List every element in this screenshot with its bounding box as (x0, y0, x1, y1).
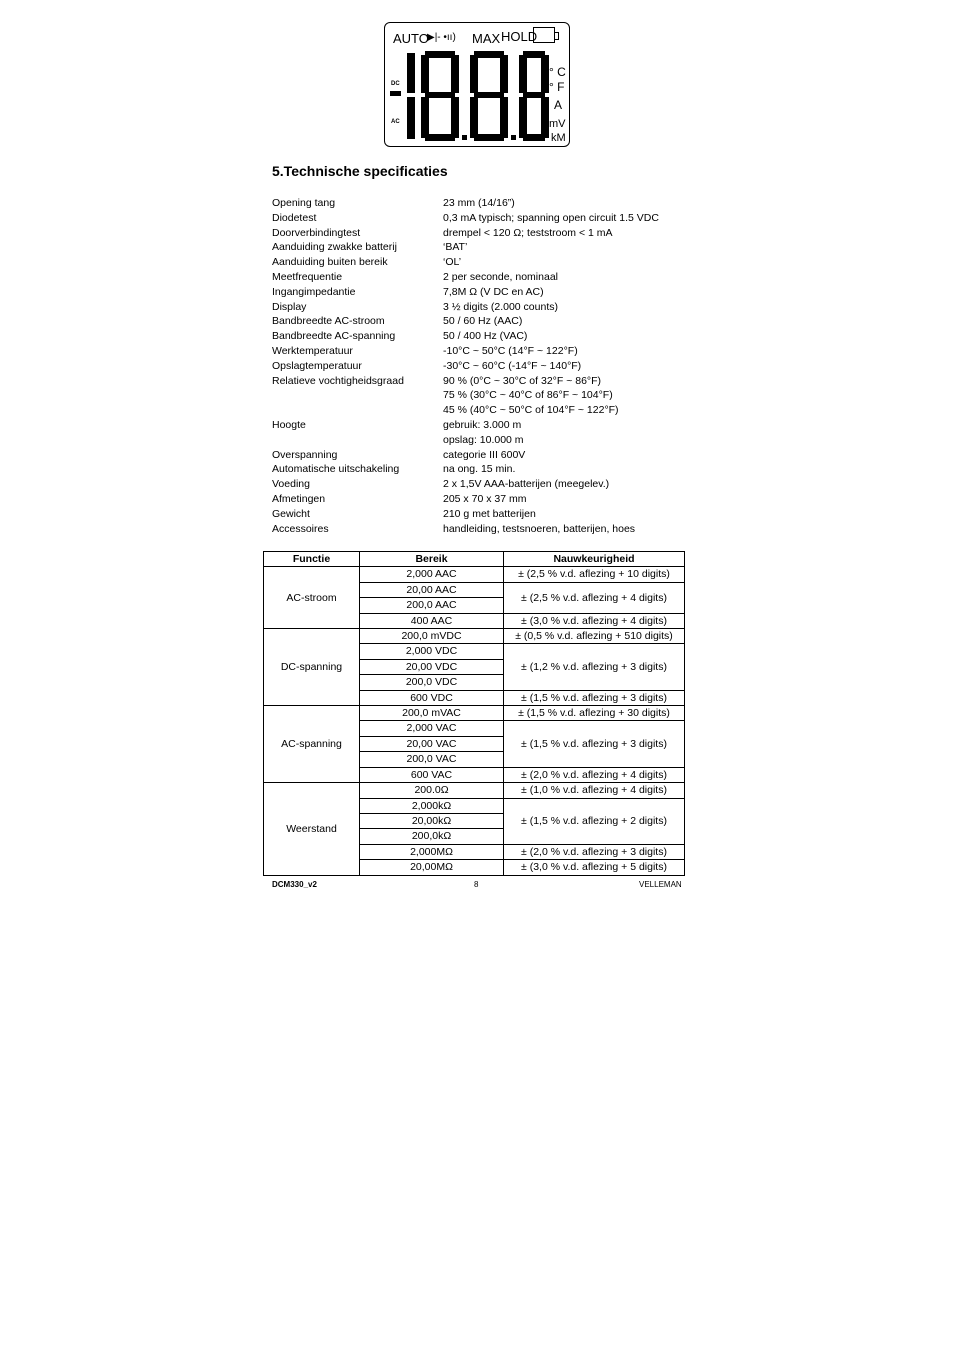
spec-row (272, 255, 659, 270)
accuracy-cell: ± (1,5 % v.d. aflezing + 3 digits) (504, 690, 685, 705)
spec-row (272, 522, 659, 537)
spec-value: 210 g met batterijen (443, 507, 536, 520)
spec-label (272, 403, 443, 418)
spec-row (272, 270, 659, 285)
spec-value: 205 x 70 x 37 mm (443, 492, 527, 505)
spec-value: na ong. 15 min. (443, 463, 516, 476)
spec-label: Aanduiding zwakke batterij (272, 241, 397, 254)
range-cell: 20,00kΩ (360, 813, 504, 828)
spec-row (272, 374, 659, 389)
range-cell: 20,00 AAC (360, 582, 504, 597)
spec-label: Werktemperatuur (272, 344, 353, 357)
spec-label: Diodetest (272, 211, 317, 224)
range-cell: 20,00MΩ (360, 860, 504, 875)
spec-value: 75 % (30°C ~ 40°C of 86°F ~ 104°F) (443, 389, 613, 402)
unit-ampere: A (554, 98, 563, 112)
spec-row (272, 285, 659, 300)
spec-value: 7,8M Ω (V DC en AC) (443, 285, 544, 298)
range-cell: 2,000 VDC (360, 644, 504, 659)
spec-value: 50 / 400 Hz (VAC) (443, 330, 528, 343)
range-cell: 400 AAC (360, 613, 504, 628)
function-cell: AC-stroom (264, 567, 360, 629)
spec-row (272, 359, 659, 374)
range-cell: 200,0kΩ (360, 829, 504, 844)
range-cell: 200,0 VDC (360, 675, 504, 690)
accuracy-table (263, 551, 685, 876)
spec-row (272, 344, 659, 359)
spec-value: categorie III 600V (443, 448, 526, 461)
accuracy-cell: ± (1,0 % v.d. aflezing + 4 digits) (504, 783, 685, 798)
spec-label: Gewicht (272, 507, 310, 520)
spec-row (272, 507, 659, 522)
spec-row (272, 329, 659, 344)
spec-value: 23 mm (14/16”) (443, 197, 515, 209)
lcd-max-label: MAX (472, 31, 501, 46)
accuracy-cell: ± (2,5 % v.d. aflezing + 10 digits) (504, 567, 685, 582)
spec-value: gebruik: 3.000 m (443, 418, 522, 431)
spec-row (272, 477, 659, 492)
unit-millivolt: mV (549, 118, 566, 130)
lcd-auto-label: AUTO (393, 31, 429, 46)
spec-label: Bandbreedte AC-stroom (272, 315, 385, 328)
accuracy-cell: ± (0,5 % v.d. aflezing + 510 digits) (504, 629, 685, 644)
spec-label: Ingangimpedantie (272, 285, 356, 298)
spec-row (272, 314, 659, 329)
spec-label: Aanduiding buiten bereik (272, 256, 388, 269)
spec-list (272, 196, 659, 536)
section-title: 5.Technische specificaties (272, 163, 448, 179)
spec-label (272, 388, 443, 403)
accuracy-cell: ± (2,0 % v.d. aflezing + 4 digits) (504, 767, 685, 782)
lcd-display-illustration (384, 22, 570, 147)
spec-value: 2 x 1,5V AAA-batterijen (meegelev.) (443, 478, 610, 491)
spec-row (272, 448, 659, 463)
range-cell: 200,0 mVDC (360, 629, 504, 644)
accuracy-cell: ± (1,5 % v.d. aflezing + 3 digits) (504, 721, 685, 767)
spec-value: ‘OL’ (443, 256, 462, 269)
accuracy-cell: ± (1,5 % v.d. aflezing + 2 digits) (504, 798, 685, 844)
spec-value: 45 % (40°C ~ 50°C of 104°F ~ 122°F) (443, 404, 619, 417)
accuracy-cell: ± (2,0 % v.d. aflezing + 3 digits) (504, 844, 685, 859)
spec-label (272, 433, 443, 448)
footer-page-number: 8 (474, 880, 479, 889)
spec-label: Hoogte (272, 418, 306, 431)
table-row (264, 706, 685, 721)
spec-value: 50 / 60 Hz (AAC) (443, 315, 523, 328)
spec-row (272, 418, 659, 433)
header-accuracy: Nauwkeurigheid (504, 552, 685, 567)
spec-row (272, 388, 659, 403)
header-function: Functie (264, 552, 360, 567)
spec-value: 3 ½ digits (2.000 counts) (443, 300, 558, 313)
spec-label: Opslagtemperatuur (272, 359, 362, 372)
spec-value: -10°C ~ 50°C (14°F ~ 122°F) (443, 344, 578, 357)
spec-value: -30°C ~ 60°C (-14°F ~ 140°F) (443, 359, 582, 372)
spec-row (272, 462, 659, 477)
spec-row (272, 196, 659, 211)
header-range: Bereik (360, 552, 504, 567)
spec-label: Bandbreedte AC-spanning (272, 330, 396, 343)
spec-value: ‘BAT’ (443, 241, 468, 254)
range-cell: 20,00 VDC (360, 659, 504, 674)
spec-value: drempel < 120 Ω; teststroom < 1 mA (443, 226, 613, 239)
spec-value: 90 % (0°C ~ 30°C of 32°F ~ 86°F) (443, 374, 602, 387)
spec-row (272, 300, 659, 315)
spec-label: Relatieve vochtigheidsgraad (272, 374, 404, 387)
accuracy-cell: ± (2,5 % v.d. aflezing + 4 digits) (504, 582, 685, 613)
diode-continuity-icon: ▶|- •ıı) (427, 32, 456, 43)
range-cell: 2,000 VAC (360, 721, 504, 736)
spec-row (272, 403, 659, 418)
range-cell: 200,0 VAC (360, 752, 504, 767)
spec-row (272, 433, 659, 448)
spec-label: Meetfrequentie (272, 270, 343, 283)
accuracy-cell: ± (1,2 % v.d. aflezing + 3 digits) (504, 644, 685, 690)
range-cell: 2,000kΩ (360, 798, 504, 813)
table-row (264, 783, 685, 798)
function-cell: AC-spanning (264, 706, 360, 783)
lcd-ac-label: AC (391, 119, 400, 125)
spec-value: opslag: 10.000 m (443, 433, 524, 446)
spec-row (272, 492, 659, 507)
function-cell: DC-spanning (264, 629, 360, 706)
table-row (264, 629, 685, 644)
range-cell: 600 VDC (360, 690, 504, 705)
range-cell: 2,000 AAC (360, 567, 504, 582)
unit-kilo-m: kM (551, 132, 566, 144)
spec-label: Opening tang (272, 197, 336, 209)
accuracy-cell: ± (1,5 % v.d. aflezing + 30 digits) (504, 706, 685, 721)
spec-row (272, 226, 659, 241)
unit-fahrenheit: ° F (549, 80, 565, 94)
lcd-dc-label: DC (391, 81, 400, 87)
accuracy-cell: ± (3,0 % v.d. aflezing + 5 digits) (504, 860, 685, 875)
spec-label: Voeding (272, 478, 310, 491)
accuracy-cell: ± (3,0 % v.d. aflezing + 4 digits) (504, 613, 685, 628)
spec-label: Accessoires (272, 522, 329, 535)
table-header-row (264, 552, 685, 567)
spec-row (272, 240, 659, 255)
spec-label: Overspanning (272, 448, 338, 461)
footer-brand: VELLEMAN (639, 880, 682, 889)
spec-value: handleiding, testsnoeren, batterijen, hoes (443, 522, 636, 535)
spec-row (272, 211, 659, 226)
unit-celsius: ° C (549, 65, 566, 79)
range-cell: 200,0 mVAC (360, 706, 504, 721)
range-cell: 20,00 VAC (360, 736, 504, 751)
function-cell: Weerstand (264, 783, 360, 875)
spec-label: Display (272, 300, 307, 313)
range-cell: 200.0Ω (360, 783, 504, 798)
spec-value: 2 per seconde, nominaal (443, 270, 558, 283)
lcd-hold-label: HOLD (501, 29, 538, 44)
table-row (264, 567, 685, 582)
footer-doc-id: DCM330_v2 (272, 880, 317, 889)
spec-label: Automatische uitschakeling (272, 463, 400, 476)
range-cell: 200,0 AAC (360, 598, 504, 613)
spec-value: 0,3 mA typisch; spanning open circuit 1.5 VDC (443, 211, 659, 224)
spec-label: Afmetingen (272, 492, 326, 505)
spec-label: Doorverbindingtest (272, 226, 361, 239)
range-cell: 2,000MΩ (360, 844, 504, 859)
seven-segment-digits (385, 23, 571, 148)
range-cell: 600 VAC (360, 767, 504, 782)
